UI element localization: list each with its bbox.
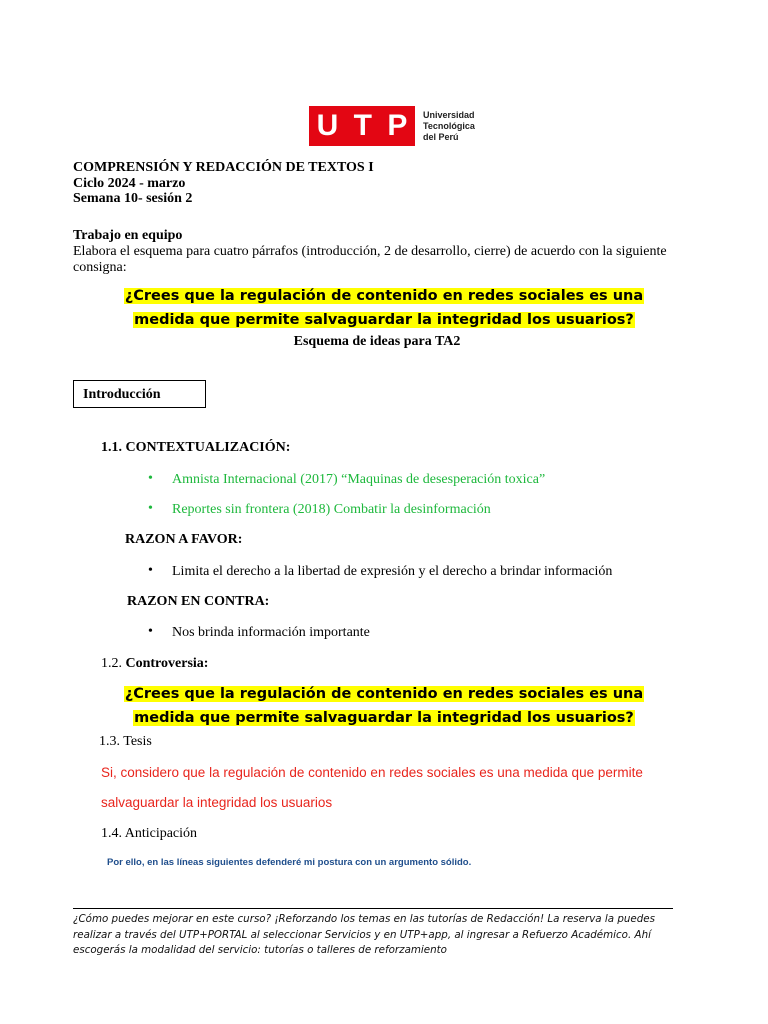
razon-favor-item: Limita el derecho a la libertad de expresión y el derecho a brindar información	[172, 564, 613, 579]
assignment-title: Trabajo en equipo	[73, 228, 183, 243]
question-line-1: ¿Crees que la regulación de contenido en redes sociales es una	[124, 288, 644, 304]
controversia-question	[0, 682, 768, 730]
controversia-label: Controversia:	[125, 656, 209, 671]
assignment-instruction: Elabora el esquema para cuatro párrafos (introducción, 2 de desarrollo, cierre) de acuerdo con la siguiente consigna:	[73, 244, 667, 275]
logo-letter-t: T	[353, 109, 372, 142]
controversia-heading	[101, 656, 208, 672]
bullet-icon: •	[148, 471, 153, 486]
bullet-icon: •	[148, 501, 153, 516]
razon-favor-heading: RAZON A FAVOR:	[125, 532, 243, 547]
contextualizacion-heading: 1.1. CONTEXTUALIZACIÓN:	[101, 440, 291, 455]
utp-logo-mark	[309, 106, 415, 146]
tesis-label: 1.3. Tesis	[99, 734, 152, 749]
context-item-1: Amnista Internacional (2017) “Maquinas de desesperación toxica”	[172, 472, 546, 487]
anticipacion-label: 1.4. Anticipación	[101, 826, 198, 841]
bullet-icon: •	[148, 563, 153, 578]
tesis-text-line-1: Si, considero que la regulación de contenido en redes sociales es una medida que permite	[101, 765, 643, 780]
week-label: Semana 10- sesión 2	[73, 191, 193, 206]
introduction-box: Introducción	[73, 380, 206, 408]
anticipacion-note: Por ello, en las líneas siguientes defenderé mi postura con un argumento sólido.	[107, 857, 472, 868]
outline-title: Esquema de ideas para TA2	[293, 334, 461, 349]
question-line-2: medida que permite salvaguardar la integridad los usuarios?	[134, 312, 634, 328]
tesis-text-line-2: salvaguardar la integridad los usuarios	[101, 795, 333, 810]
controversia-number: 1.2.	[101, 656, 122, 671]
footer-note: ¿Cómo puedes mejorar en este curso? ¡Reforzando los temas en las tutorías de Redacción! La reserva la puedes realizar a través del UTP+PORTAL al seleccionar Servicios y en UTP+app, al ingresar a Refuerzo Académico. Ahí escogerás la modalidad del servicio: tutorías o talleres de reforzamiento	[73, 913, 655, 956]
logo-letter-p: P	[387, 109, 408, 142]
course-title: COMPRENSIÓN Y REDACCIÓN DE TEXTOS I	[73, 160, 374, 175]
logo-letter-u: U	[316, 109, 339, 142]
controversia-question-line-1: ¿Crees que la regulación de contenido en redes sociales es una	[124, 686, 644, 702]
footer-divider	[73, 908, 673, 909]
context-item-2: Reportes sin frontera (2018) Combatir la desinformación	[172, 502, 491, 517]
document-header	[73, 160, 374, 207]
utp-logo	[309, 106, 475, 146]
cycle-label: Ciclo 2024 - marzo	[73, 175, 186, 191]
razon-contra-item: Nos brinda información importante	[172, 625, 370, 640]
question-highlight	[0, 284, 768, 332]
controversia-question-line-2: medida que permite salvaguardar la integridad los usuarios?	[134, 710, 634, 726]
logo-wordmark: Universidad Tecnológica del Perú	[423, 109, 475, 142]
bullet-icon: •	[148, 624, 153, 639]
razon-contra-heading: RAZON EN CONTRA:	[127, 594, 270, 609]
